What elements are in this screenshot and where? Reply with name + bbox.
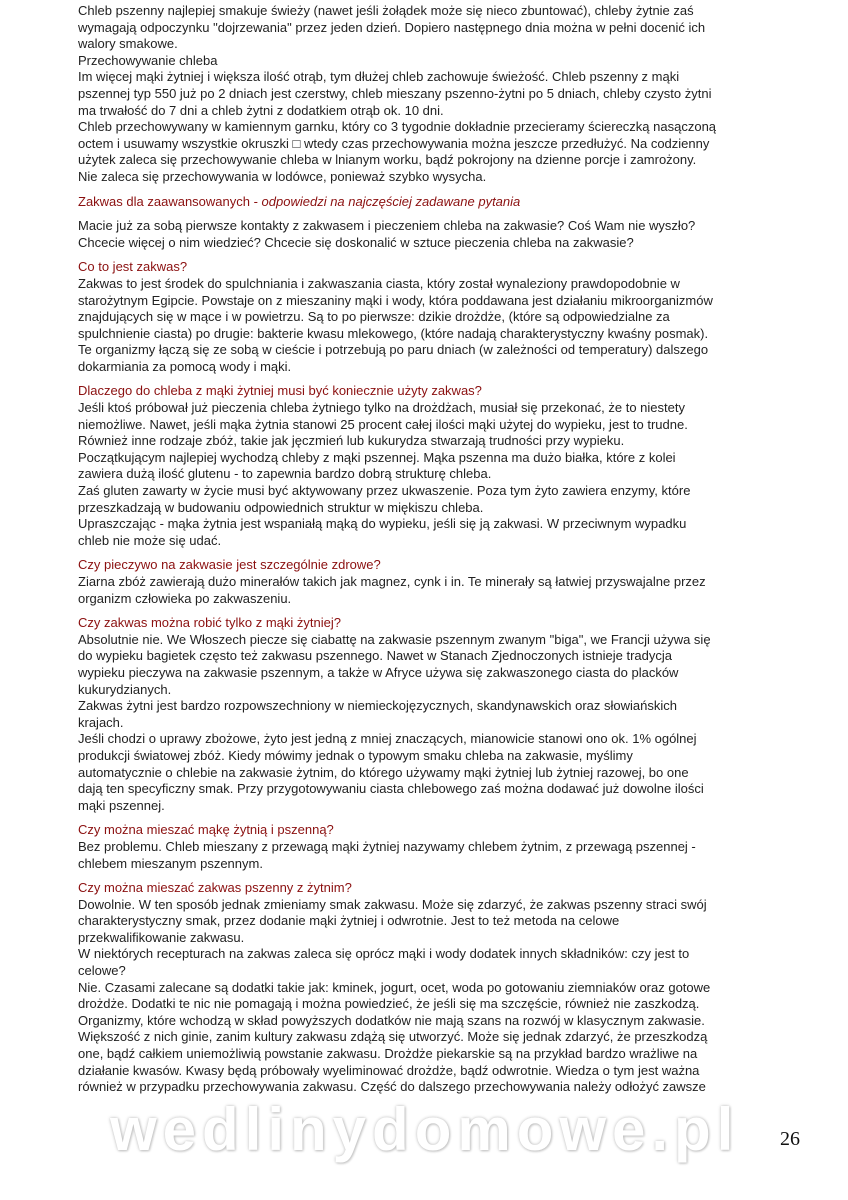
text-line: przeszkadzają w budowaniu odpowiednich struktur w miękiszu chleba. <box>78 499 484 515</box>
intro-paragraph <box>78 3 818 186</box>
text-line: chleb nie może się udać. <box>78 532 222 548</box>
section-heading: Czy można mieszać zakwas pszenny z żytnim? <box>78 880 352 896</box>
text-line: działanie kwasów. Kwasy będą próbowały wyeliminować drożdże, bądź odwrotnie. Wiedza o tym jest ważna <box>78 1062 700 1078</box>
page-number: 26 <box>780 1128 800 1150</box>
text-line: przekwalifikowanie zakwasu. <box>78 929 245 945</box>
text-line: Jeśli ktoś próbował już pieczenia chleba żytniego tylko na drożdżach, musiał się przekonać, że to niestety <box>78 400 685 416</box>
text-line: charakterystyczny smak, przez dodanie mąki żytniej i odwrotnie. Jest to też metoda na celowe <box>78 913 620 929</box>
text-line: Dowolnie. W ten sposób jednak zmieniamy smak zakwasu. Może się zdarzyć, że zakwas pszenny straci swój <box>78 896 707 912</box>
text-line: Ziarna zbóż zawierają dużo minerałów takich jak magnez, cynk i in. Te minerały są łatwiej przyswajalne przez <box>78 574 706 589</box>
text-line: Zaś gluten zawarty w życie musi być aktywowany przez ukwaszenie. Poza tym żyto zawiera enzymy, które <box>78 483 691 499</box>
faq-section <box>78 557 818 607</box>
text-line: walory smakowe. <box>78 36 178 52</box>
text-line: ma trwałość do 7 dni a chleb żytni z dodatkiem otrąb ok. 10 dni. <box>78 102 444 118</box>
text-line: Początkującym najlepiej wychodzą chleby z mąki pszennej. Mąka pszenna ma dużo białka, które z kolei <box>78 449 676 465</box>
text-line: Te organizmy łączą się ze sobą w cieście i potrzebują po paru dniach (w zależności od temperatury) dalszego <box>78 342 709 358</box>
text-line: dają ten specyficzny smak. Przy przygotowywaniu ciasta chlebowego zaś można dodawać już dowolne ilości <box>78 781 704 797</box>
text-line: wypieku pieczywa na zakwasie pszennym, a także w Afryce używa się zakwaszonego ciasta do placków <box>78 664 679 680</box>
text-line: Organizmy, które wchodzą w skład powyższych dodatków nie mają szans na rozwój w klasycznym zakwasie. <box>78 1012 705 1028</box>
section-heading: Co to jest zakwas? <box>78 259 188 275</box>
text-line: Absolutnie nie. We Włoszech piecze się ciabattę na zakwasie pszennym zwanym "biga", we Francji używa się <box>78 631 711 647</box>
faq-section <box>78 259 818 375</box>
text-line: Im więcej mąki żytniej i większa ilość otrąb, tym dłużej chleb zachowuje świeżość. Chleb pszenny z mąki <box>78 69 680 85</box>
faq-section <box>78 880 818 1096</box>
text-line: Przechowywanie chleba <box>78 52 218 68</box>
text-line: W niektórych recepturach na zakwas zaleca się oprócz mąki i wody dodatek innych składników: czy jest to <box>78 946 690 962</box>
text-line: produkcji światowej zbóż. Kiedy mówimy jednak o typowym smaku chleba na zakwasie, myślimy <box>78 747 633 763</box>
faq-section <box>78 383 818 549</box>
faq-section <box>78 615 818 814</box>
text-line: Również inne rodzaje zbóż, takie jak jęczmień lub kukurydza stwarzają trudności przy wypieku. <box>78 433 625 449</box>
watermark: wedlinydomowe.pl <box>110 1096 740 1163</box>
text-line: Chleb pszenny najlepiej smakuje świeży (nawet jeśli żołądek może się nieco zbuntować), chleby żytnie zaś <box>78 3 694 18</box>
section-heading: Dlaczego do chleba z mąki żytniej musi być koniecznie użyty zakwas? <box>78 383 482 399</box>
text-line: Jeśli chodzi o uprawy zbożowe, żyto jest jedną z mniej znaczących, mianowicie stanowi ono ok. 1% ogólnej <box>78 731 697 747</box>
text-line: Zakwas żytni jest bardzo rozpowszechniony w niemieckojęzycznych, skandynawskich oraz słowiańskich <box>78 698 677 714</box>
text-line: użytek zaleca się przechowywanie chleba w lnianym worku, bądź pokrojony na dzienne porcje i zamrożony. <box>78 152 697 168</box>
text-line: chlebem mieszanym pszennym. <box>78 855 263 871</box>
text-line: Bez problemu. Chleb mieszany z przewagą mąki żytniej nazywamy chlebem żytnim, z przewagą pszennej - <box>78 838 696 854</box>
page-content <box>78 3 818 1096</box>
text-line: drożdże. Dodatki te nic nie pomagają i można powiedzieć, że jeśli się ma szczęście, również nie zaszkodzą. <box>78 996 700 1012</box>
chapter-title <box>78 194 818 211</box>
chapter-title-main: Zakwas dla zaawansowanych - <box>78 193 262 209</box>
text-line: pszennej typ 550 już po 2 dniach jest czerstwy, chleb mieszany pszenno-żytni po 5 dniach, chleby czysto żytni <box>78 85 712 101</box>
text-line: kukurydzianych. <box>78 681 172 697</box>
text-line: do wypieku bagietek często też zakwasu pszennego. Nawet w Stanach Zjednoczonych istnieje tradycja <box>78 648 672 664</box>
text-line: niemożliwe. Nawet, jeśli mąka żytnia stanowi 25 procent całej ilości mąki użytej do wypieku, jest to trudne. <box>78 416 688 432</box>
text-line: Upraszczając - mąka żytnia jest wspaniałą mąką do wypieku, jeśli się ją zakwasi. W przeciwnym wypadku <box>78 516 687 532</box>
section-heading: Czy pieczywo na zakwasie jest szczególnie zdrowe? <box>78 557 381 573</box>
text-line: celowe? <box>78 963 126 979</box>
chapter-title-italic: odpowiedzi na najczęściej zadawane pytania <box>261 193 521 209</box>
text-line: Chcecie więcej o nim wiedzieć? Chcecie się doskonalić w sztuce pieczenia chleba na zakwasie? <box>78 234 634 250</box>
text-line: automatycznie o chlebie na zakwasie żytnim, do którego używamy mąki żytniej lub żytniej razowej, bo one <box>78 764 689 780</box>
text-line: Nie zaleca się przechowywania w lodówce, ponieważ szybko wysycha. <box>78 168 487 184</box>
text-line: octem i usuwamy wszystkie okruszki □ wtedy czas przechowywania można jeszcze przedłużyć. Na codzienny <box>78 135 710 151</box>
text-line: Większość z nich ginie, zanim kultury zakwasu zdążą się utworzyć. Może się jednak zdarzyć, że przeszkodzą <box>78 1029 708 1045</box>
text-line: również w przypadku przechowywania zakwasu. Część do dalszego przechowywania należy odłożyć zawsze <box>78 1079 706 1095</box>
text-line: Zakwas to jest środek do spulchniania i zakwaszania ciasta, który został wynaleziony prawdopodobnie w <box>78 275 680 291</box>
text-line: starożytnym Egipcie. Powstaje on z mieszaniny mąki i wody, która poddawana jest działaniu mikroorganizmów <box>78 292 713 308</box>
faq-section <box>78 822 818 872</box>
text-line: krajach. <box>78 714 124 730</box>
text-line: spulchnienie ciasta) po drugie: bakterie kwasu mlekowego, (które nadają charakterystyczny kwaśny posmak). <box>78 325 709 341</box>
section-heading: Czy można mieszać mąkę żytnią i pszenną? <box>78 822 334 838</box>
lead-paragraph <box>78 218 818 251</box>
text-line: Nie. Czasami zalecane są dodatki takie jak: kminek, jogurt, ocet, woda po gotowaniu ziemniaków oraz gotowe <box>78 979 711 995</box>
text-line: mąki pszennej. <box>78 797 165 813</box>
section-heading: Czy zakwas można robić tylko z mąki żytniej? <box>78 615 341 631</box>
text-line: Chleb przechowywany w kamiennym garnku, który co 3 tygodnie dokładnie przecieramy ściereczką nasączoną <box>78 119 717 135</box>
text-line: dokarmiania za pomocą wody i mąki. <box>78 358 292 374</box>
text-line: wymagają odpoczynku "dojrzewania" przez jeden dzień. Dopiero następnego dnia można w pełni docenić ich <box>78 19 706 35</box>
text-line: Macie już za sobą pierwsze kontakty z zakwasem i pieczeniem chleba na zakwasie? Coś Wam nie wyszło? <box>78 218 696 234</box>
text-line: organizm człowieka po zakwaszeniu. <box>78 590 292 606</box>
text-line: zawiera dużą ilość glutenu - to zapewnia bardzo dobrą strukturę chleba. <box>78 466 492 482</box>
text-line: znajdujących się w mące i w powietrzu. Są to po pierwsze: dzikie drożdże, (które są odpowiedzialne za <box>78 309 670 325</box>
text-line: one, bądź całkiem uniemożliwią powstanie zakwasu. Drożdże piekarskie są na przykład bardzo wrażliwe na <box>78 1046 698 1062</box>
